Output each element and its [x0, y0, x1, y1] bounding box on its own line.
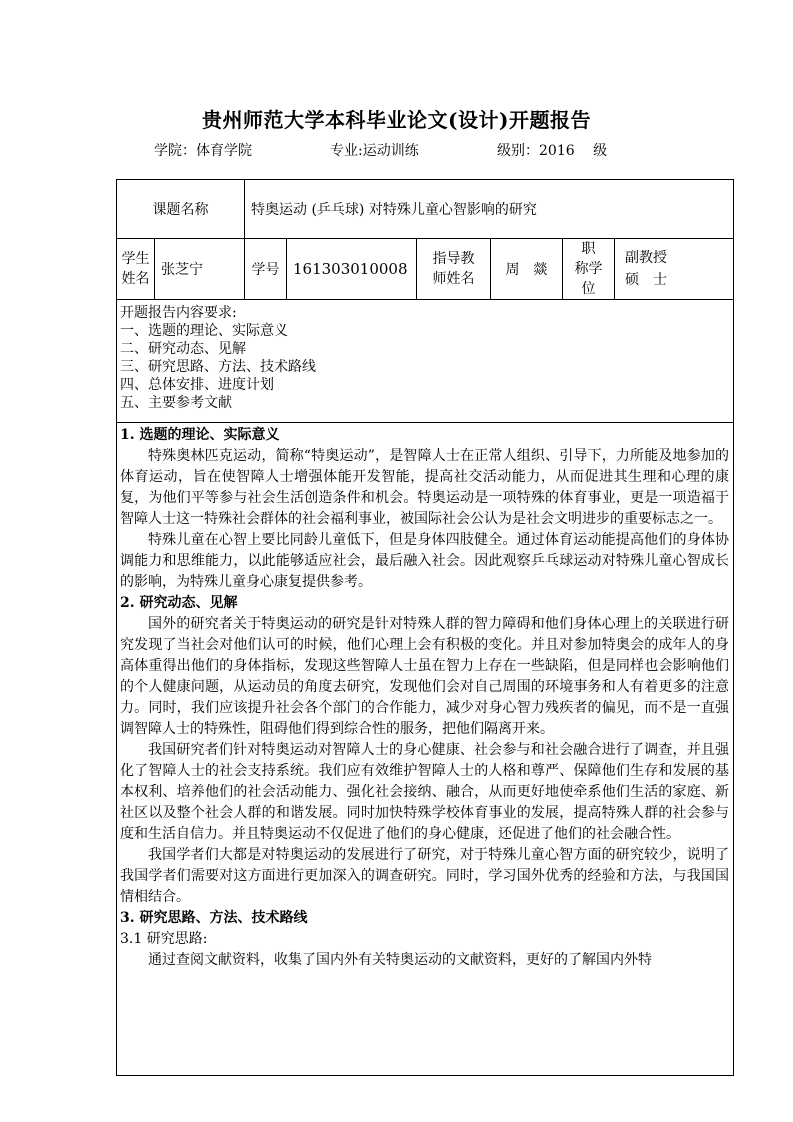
student-value: 张芝宁	[155, 239, 245, 300]
section-2-paragraph-2: 我国研究者们针对特奥运动对智障人士的身心健康、社会参与和社会融合进行了调查，并且强化了智障人士的社会支持系统。我们应有效维护智障人士的人格和尊严、保障他们生存和发展的基本权利、培养他们的社会活动能力、强化社会接纳、融合，从而更好地使牵系他们生活的家庭、新社区以及整个社会人群的和谐发展。同时加快特殊学校体育事业的发展，提高特殊人群的社会参与度和生活自信力。并且特奥运动不仅促进了他们的身心健康，还促进了他们的社会融合性。	[120, 742, 730, 842]
requirements-heading: 开题报告内容要求:	[120, 305, 237, 321]
section-2-paragraph-3: 我国学者们大都是对特奥运动的发展进行了研究，对于特殊儿童心智方面的研究较少，说明了我国学者们需要对这方面进行更加深入的调查研究。同时，学习国外优秀的经验和方法，与我国国情相结合。	[120, 847, 730, 905]
rank-label-text: 职 称学 位	[574, 241, 617, 297]
section-1-heading: 1. 选题的理论、实际意义	[120, 427, 280, 443]
college-field: 学院：体育学院	[154, 143, 252, 159]
rank-value-title: 副教授	[625, 250, 667, 266]
section-2-heading: 2. 研究动态、见解	[120, 595, 238, 611]
section-3-paragraph-1: 通过查阅文献资料，收集了国内外有关特奥运动的文献资料，更好的了解国内外特	[148, 952, 652, 968]
section-3-subheading: 3.1 研究思路:	[120, 931, 208, 947]
grade-field: 级别：2016 级	[497, 143, 608, 159]
content-row	[117, 423, 734, 1076]
section-2-paragraph-1: 国外的研究者关于特奥运动的研究是针对特殊人群的智力障碍和他们身体心理上的关联进行研究发现了当社会对他们认可的时候，他们心理上会有积极的变化。并且对参加特奥会的成年人的身高体重得出他们的身体指标，发现这些智障人士虽在智力上存在一些缺陷，但是同样也会影响他们的个人健康问题，从运动员的角度去研究，发现他们会对自己周围的环境事务和人有着更多的注意力。同时，我们应该提升社会各个部门的合作能力，减少对身心智力残疾者的偏见，而不是一直强调智障人士的特殊性，阻碍他们得到综合性的服务，把他们隔离开来。	[120, 616, 730, 737]
proposal-table	[116, 179, 734, 1076]
id-value: 161303010008	[287, 239, 417, 300]
requirement-item: 一、选题的理论、实际意义	[120, 323, 288, 339]
rank-value	[615, 239, 734, 300]
requirements-cell	[117, 300, 734, 423]
topic-row	[117, 180, 734, 239]
section-1-paragraph-2: 特殊儿童在心智上要比同龄儿童低下，但是身体四肢健全。通过体育运动能提高他们的身体协调能力和思维能力，以此能够适应社会，最后融入社会。因此观察乒乓球运动对特殊儿童心智成长的影响，为特殊儿童身心康复提供参考。	[120, 532, 730, 590]
advisor-value: 周 燚	[491, 239, 563, 300]
section-3-heading: 3. 研究思路、方法、技术路线	[120, 910, 308, 926]
content-cell	[117, 423, 734, 1076]
requirement-item: 三、研究思路、方法、技术路线	[120, 359, 316, 375]
advisor-label	[417, 239, 491, 300]
requirement-item: 五、主要参考文献	[120, 395, 232, 411]
requirement-item: 二、研究动态、见解	[120, 341, 246, 357]
advisor-label-text: 指导教师姓名	[432, 251, 475, 287]
document-title: 贵州师范大学本科毕业论文(设计)开题报告	[202, 108, 591, 132]
topic-label: 课题名称	[117, 180, 245, 239]
section-1-paragraph-1: 特殊奥林匹克运动，简称“特奥运动”，是智障人士在正常人组织、引导下，力所能及地参加的体育运动，旨在使智障人士增强体能开发智能，提高社交活动能力，从而促进其生理和心理的康复，为他们平等参与社会生活创造条件和机会。特奥运动是一项特殊的体育事业，更是一项造福于智障人士这一特殊社会群体的社会福利事业，被国际社会公认为是社会文明进步的重要标志之一。	[120, 448, 730, 527]
requirement-item: 四、总体安排、进度计划	[120, 377, 274, 393]
info-row	[117, 239, 734, 300]
rank-label	[563, 239, 615, 300]
requirements-row	[117, 300, 734, 423]
topic-value: 特奥运动 (乒乓球) 对特殊儿童心智影响的研究	[245, 180, 734, 239]
id-label: 学号	[245, 239, 287, 300]
student-label-text: 学生姓名	[121, 251, 150, 287]
student-label	[117, 239, 155, 300]
major-field: 专业:运动训练	[330, 143, 419, 159]
rank-value-degree: 硕 士	[625, 272, 667, 288]
